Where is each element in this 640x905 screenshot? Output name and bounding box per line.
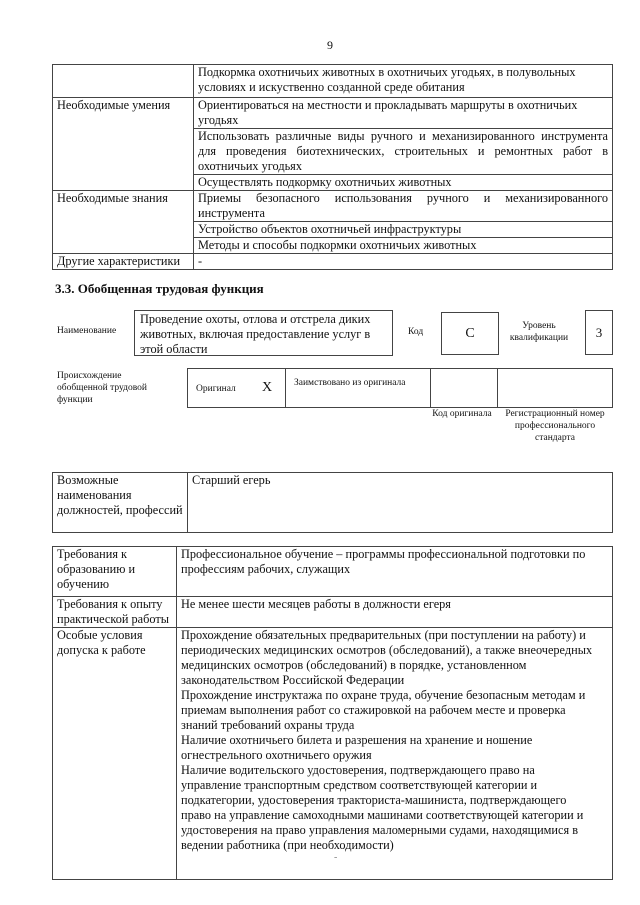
requirements-table	[52, 546, 613, 880]
row-value: Старший егерь	[188, 473, 613, 533]
row-value: Подкормка охотничьих животных в охотничьих угодьях, в полувольных условиях и искуственно созданной среде обитания	[194, 65, 613, 98]
row-value: Ориентироваться на местности и прокладывать маршруты в охотничьих угодьях	[194, 98, 613, 129]
level-value: 3	[585, 310, 613, 355]
row-label: Необходимые знания	[53, 191, 194, 254]
condition-item: Наличие водительского удостоверения, подтверждающего право на управление транспортным средством соответствующей категории и подкатегории, удостоверения тракториста-машиниста, подтверждающего право на управление самоходными машинами соответствующей категории и удостоверения на право управления маломерными судами, находящимися в ведении работника (при необходимости)	[181, 763, 584, 852]
table-row	[53, 98, 613, 129]
page-number: 9	[327, 38, 333, 52]
table-row	[53, 473, 613, 533]
row-value: -	[194, 254, 613, 270]
row-value	[177, 628, 613, 880]
skills-knowledge-table	[52, 64, 613, 270]
level-label: Уровень квалификации	[509, 321, 569, 343]
row-value: Профессиональное обучение – программы профессиональной подготовки по профессиям рабочих, служащих	[177, 547, 613, 597]
reg-caption: Регистрационный номер профессионального стандарта	[505, 409, 605, 443]
original-label: Оригинал	[196, 384, 236, 394]
row-label: Необходимые умения	[53, 98, 194, 191]
table-row	[53, 191, 613, 222]
table-row	[53, 547, 613, 597]
name-value: Проведение охоты, отлова и отстрела диких животных, включая предоставление услуг в этой области	[134, 310, 393, 356]
table-row	[53, 254, 613, 270]
positions-table	[52, 472, 613, 533]
condition-item: Прохождение обязательных предварительных (при поступлении на работу) и периодических медицинских осмотров (обследований), а также внеочередных медицинских осмотров (обследований) в порядке, установленном законодательством Российской Федерации	[181, 628, 593, 687]
row-value: Использовать различные виды ручного и механизированного инструмента для проведения биотехнических, строительных и ремонтных работ в охотничьих угодьях	[194, 129, 613, 175]
name-label: Наименование	[57, 326, 117, 336]
condition-item: Прохождение инструктажа по охране труда, обучение безопасным методам и приемам выполнения работ со стажировкой на рабочем месте и проверка знаний требований охраны труда	[181, 688, 586, 732]
original-code-cell	[430, 368, 498, 408]
row-label: Требования к опыту практической работы	[53, 597, 177, 628]
section-title: 3.3. Обобщенная трудовая функция	[55, 281, 264, 296]
row-label: Требования к образованию и обучению	[53, 547, 177, 597]
code-caption: Код оригинала	[432, 409, 492, 419]
row-value: Методы и способы подкормки охотничьих животных	[194, 238, 613, 254]
row-label: Особые условия допуска к работе	[53, 628, 177, 880]
borrowed-label: Заимствовано из оригинала	[285, 368, 431, 408]
row-value: Осуществлять подкормку охотничьих животных	[194, 175, 613, 191]
condition-item: Наличие охотничьего билета и разрешения на хранение и ношение огнестрельного охотничьего оружия	[181, 733, 533, 762]
code-value: C	[441, 312, 499, 355]
original-mark: X	[262, 380, 273, 395]
original-cell	[187, 368, 286, 408]
table-row	[53, 597, 613, 628]
code-label: Код	[408, 327, 424, 337]
origin-label: Происхождение обобщенной трудовой функции	[57, 371, 147, 405]
row-value: Не менее шести месяцев работы в должности егеря	[177, 597, 613, 628]
row-value: Устройство объектов охотничьей инфраструктуры	[194, 222, 613, 238]
footer-mark: -	[334, 852, 338, 863]
table-row	[53, 65, 613, 98]
reg-number-cell	[497, 368, 613, 408]
table-row	[53, 628, 613, 880]
row-label: Другие характеристики	[53, 254, 194, 270]
row-value: Приемы безопасного использования ручного и механизированного инструмента	[194, 191, 613, 222]
row-label: Возможные наименования должностей, профессий	[53, 473, 188, 533]
row-label	[53, 65, 194, 98]
